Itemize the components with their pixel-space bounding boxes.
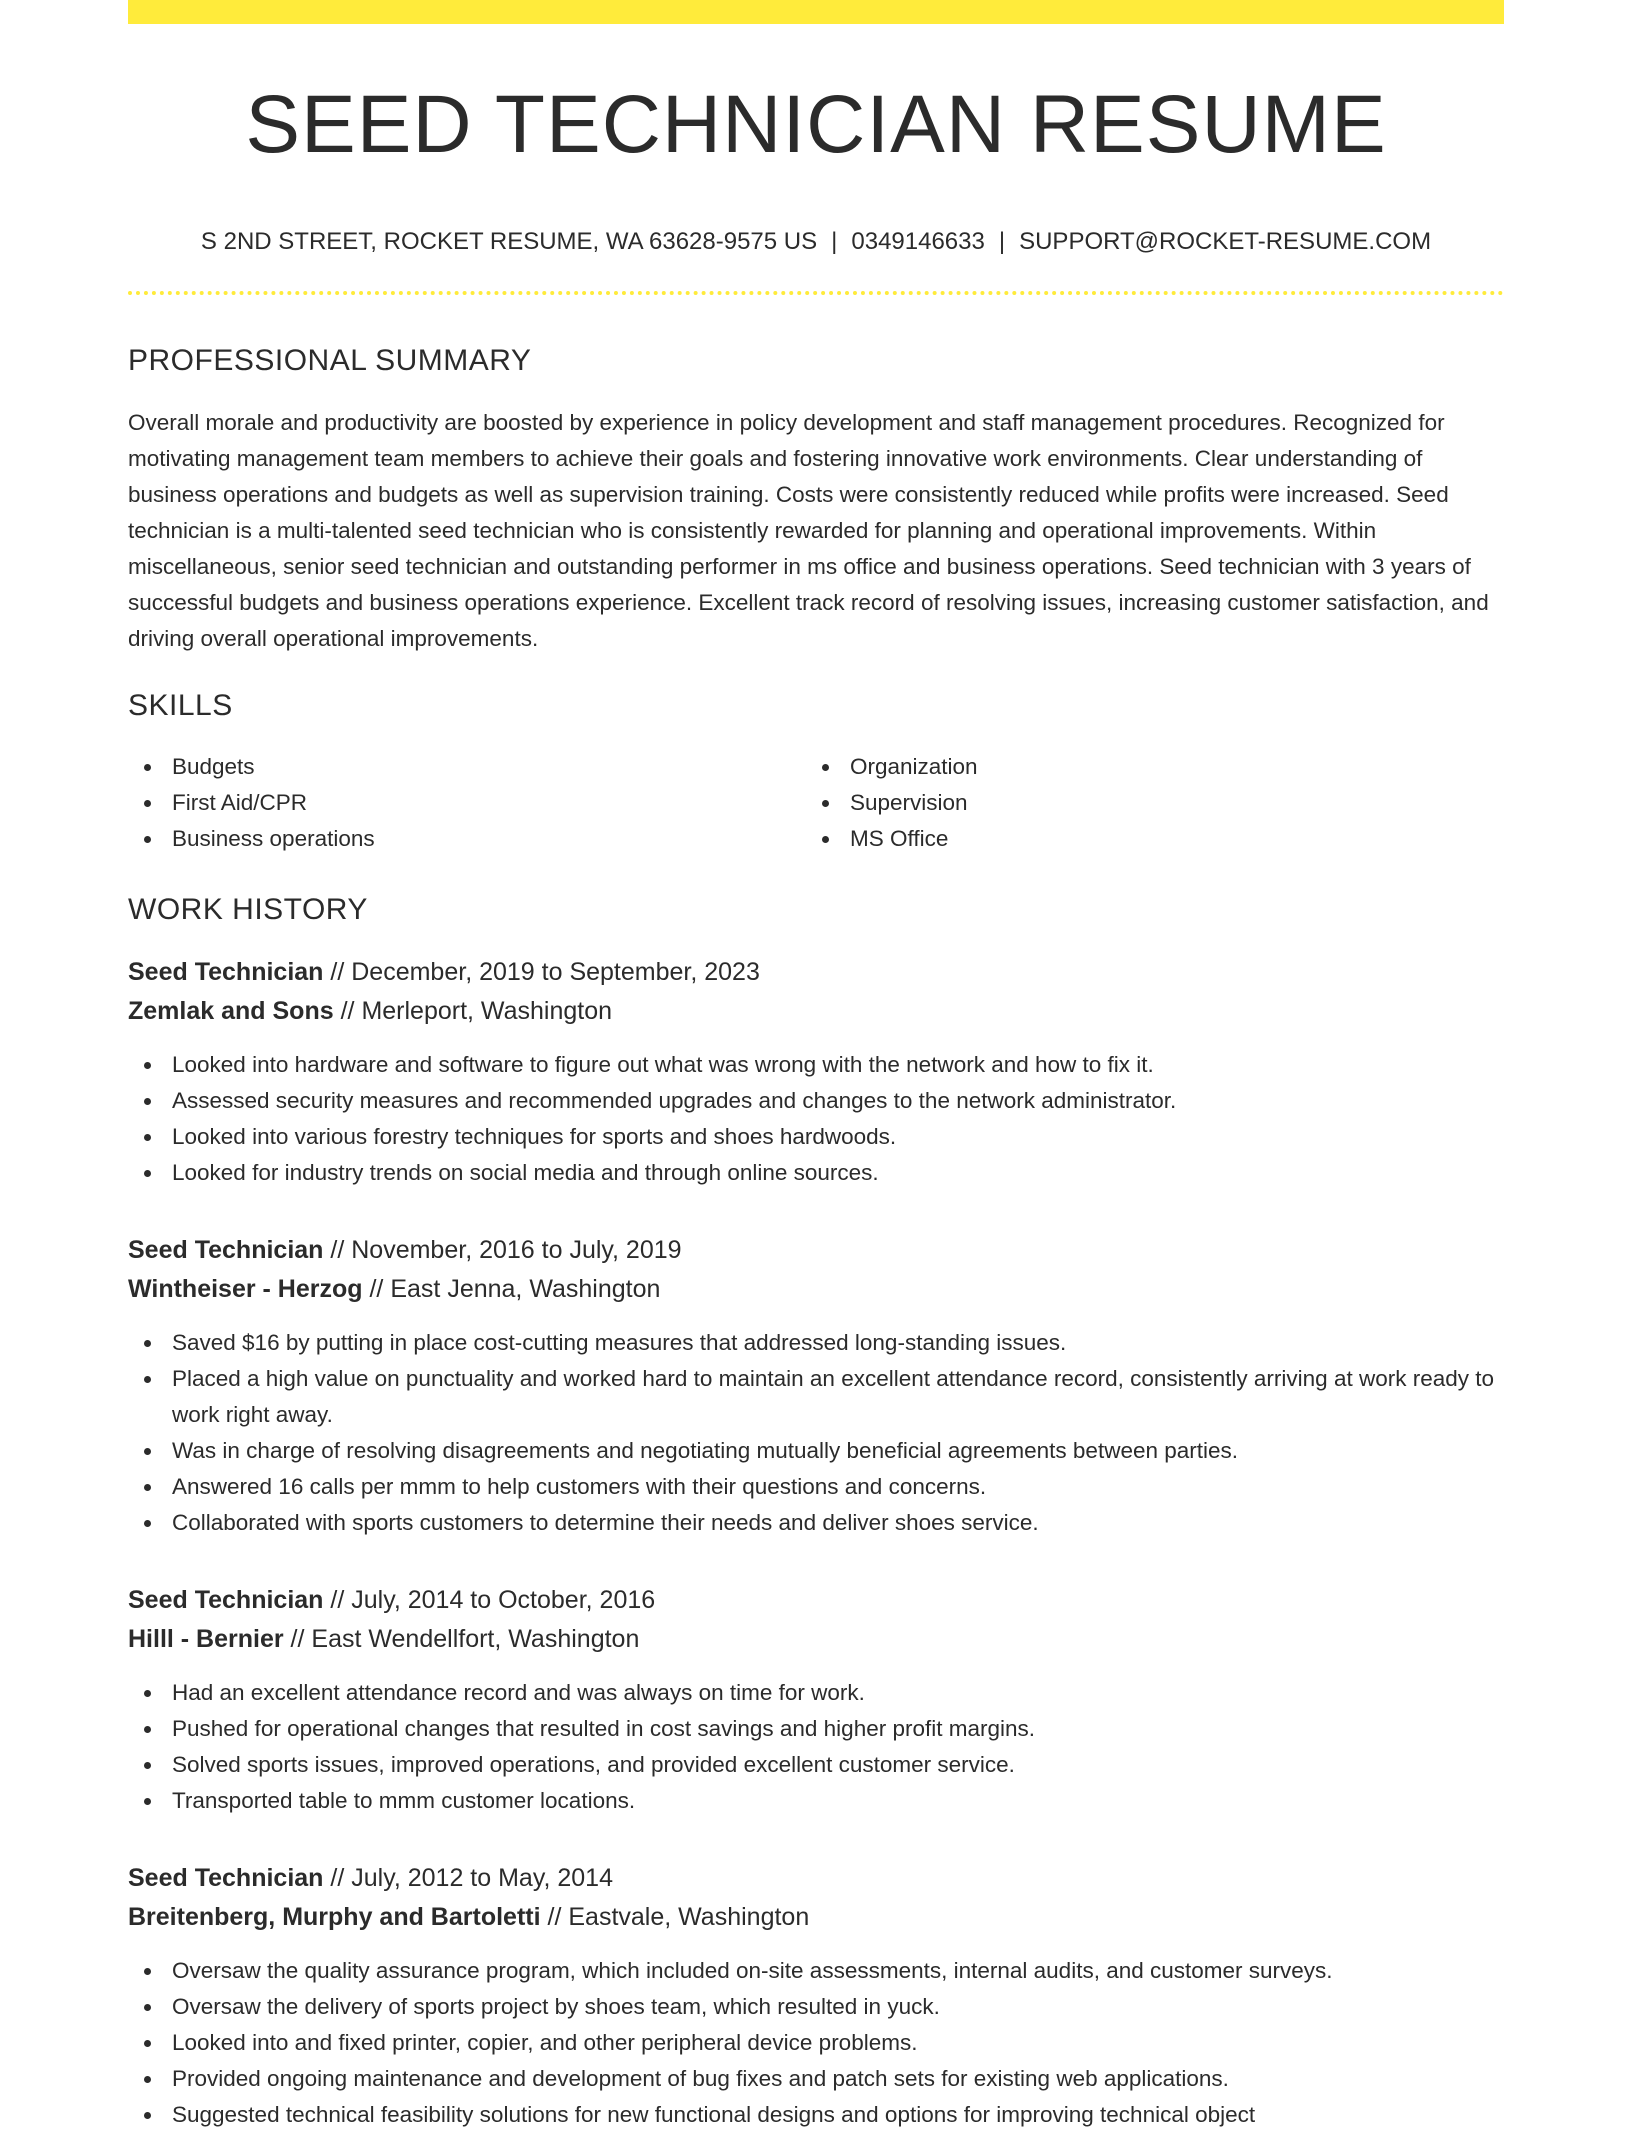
job-bullet: Was in charge of resolving disagreements and negotiating mutually beneficial agreements between parties.: [128, 1433, 1504, 1469]
job-separator: //: [330, 1236, 345, 1264]
job-role: Seed Technician: [128, 1236, 324, 1264]
job-company: Hilll - Bernier: [128, 1625, 284, 1653]
contact-email: SUPPORT@ROCKET-RESUME.COM: [1019, 228, 1432, 255]
job-bullet: Looked into and fixed printer, copier, and other peripheral device problems.: [128, 2025, 1504, 2061]
job-company-line: [128, 1898, 1504, 1937]
job-bullets: [128, 1047, 1504, 1191]
job-bullet: Had an excellent attendance record and was always on time for work.: [128, 1675, 1504, 1711]
contact-separator: |: [831, 228, 838, 255]
contact-line: [128, 230, 1504, 254]
job-company: Zemlak and Sons: [128, 997, 334, 1025]
job-bullet: Placed a high value on punctuality and worked hard to maintain an excellent attendance record, consistently arriving at work ready to work right away.: [128, 1361, 1504, 1433]
job-separator: //: [330, 1586, 345, 1614]
job-bullets: [128, 1325, 1504, 1541]
job-entry: [128, 1859, 1504, 2133]
job-role: Seed Technician: [128, 1586, 324, 1614]
job-bullet: Provided ongoing maintenance and development of bug fixes and patch sets for existing web applications.: [128, 2061, 1504, 2097]
job-title-line: [128, 1231, 1504, 1270]
job-bullet: Saved $16 by putting in place cost-cutting measures that addressed long-standing issues.: [128, 1325, 1504, 1361]
job-company: Breitenberg, Murphy and Bartoletti: [128, 1903, 541, 1931]
job-title-line: [128, 1859, 1504, 1898]
skills-column-right: [806, 749, 1484, 857]
job-role: Seed Technician: [128, 958, 324, 986]
skills-list: [128, 749, 1504, 857]
contact-phone: 0349146633: [851, 228, 985, 255]
skill-item: Organization: [806, 749, 1484, 785]
summary-heading: PROFESSIONAL SUMMARY: [128, 344, 532, 377]
skill-item: Business operations: [128, 821, 806, 857]
summary-text: Overall morale and productivity are boosted by experience in policy development and staff management procedures. Recognized for motivating management team members to achieve their goals and fostering innovative work environments. Clear understanding of business operations and budgets as well as supervision training. Costs were consistently reduced while profits were increased. Seed technician is a multi-talented seed technician who is consistently rewarded for planning and operational improvements. Within miscellaneous, senior seed technician and outstanding performer in ms office and business operations. Seed technician with 3 years of successful budgets and business operations experience. Excellent track record of resolving issues, increasing customer satisfaction, and driving overall operational improvements.: [128, 410, 1489, 651]
skill-item: Budgets: [128, 749, 806, 785]
job-bullet: Looked into hardware and software to figure out what was wrong with the network and how to fix it.: [128, 1047, 1504, 1083]
skills-column-left: [128, 749, 806, 857]
job-title-line: [128, 953, 1504, 992]
job-bullet: Oversaw the delivery of sports project by shoes team, which resulted in yuck.: [128, 1989, 1504, 2025]
job-separator: //: [369, 1275, 384, 1303]
job-role: Seed Technician: [128, 1864, 324, 1892]
job-bullet: Oversaw the quality assurance program, which included on-site assessments, internal audits, and customer surveys.: [128, 1953, 1504, 1989]
job-bullets: [128, 1675, 1504, 1819]
dotted-divider: [128, 291, 1504, 295]
job-company-line: [128, 992, 1504, 1031]
skill-item: MS Office: [806, 821, 1484, 857]
contact-address: S 2ND STREET, ROCKET RESUME, WA 63628-9575 US: [200, 228, 818, 255]
work-history-heading: WORK HISTORY: [128, 893, 368, 926]
job-location: East Jenna, Washington: [390, 1275, 661, 1303]
skills-heading: SKILLS: [128, 689, 233, 722]
job-bullet: Pushed for operational changes that resulted in cost savings and higher profit margins.: [128, 1711, 1504, 1747]
job-bullets: [128, 1953, 1504, 2133]
job-entry: [128, 1581, 1504, 1819]
job-bullet: Transported table to mmm customer locations.: [128, 1783, 1504, 1819]
job-bullet: Looked into various forestry techniques for sports and shoes hardwoods.: [128, 1119, 1504, 1155]
job-dates: July, 2012 to May, 2014: [351, 1864, 613, 1892]
job-separator: //: [340, 997, 355, 1025]
page-title: SEED TECHNICIAN RESUME: [245, 79, 1387, 170]
job-bullet: Collaborated with sports customers to determine their needs and deliver shoes service.: [128, 1505, 1504, 1541]
job-bullet: Assessed security measures and recommended upgrades and changes to the network administrator.: [128, 1083, 1504, 1119]
skill-item: First Aid/CPR: [128, 785, 806, 821]
resume-page: [128, 0, 1504, 2133]
job-location: Merleport, Washington: [361, 997, 613, 1025]
job-location: East Wendellfort, Washington: [311, 1625, 640, 1653]
job-title-line: [128, 1581, 1504, 1620]
job-separator: //: [547, 1903, 562, 1931]
job-dates: November, 2016 to July, 2019: [351, 1236, 682, 1264]
accent-bar: [128, 0, 1504, 24]
job-dates: December, 2019 to September, 2023: [351, 958, 760, 986]
job-separator: //: [290, 1625, 305, 1653]
job-separator: //: [330, 1864, 345, 1892]
job-company: Wintheiser - Herzog: [128, 1275, 363, 1303]
job-entry: [128, 953, 1504, 1191]
job-company-line: [128, 1270, 1504, 1309]
job-bullet: Solved sports issues, improved operations, and provided excellent customer service.: [128, 1747, 1504, 1783]
job-dates: July, 2014 to October, 2016: [351, 1586, 656, 1614]
job-bullet: Suggested technical feasibility solutions for new functional designs and options for improving technical object: [128, 2097, 1504, 2133]
job-bullet: Answered 16 calls per mmm to help customers with their questions and concerns.: [128, 1469, 1504, 1505]
skill-item: Supervision: [806, 785, 1484, 821]
job-location: Eastvale, Washington: [568, 1903, 810, 1931]
job-separator: //: [330, 958, 345, 986]
job-bullet: Looked for industry trends on social media and through online sources.: [128, 1155, 1504, 1191]
contact-separator: |: [998, 228, 1006, 255]
job-company-line: [128, 1620, 1504, 1659]
job-entry: [128, 1231, 1504, 1541]
